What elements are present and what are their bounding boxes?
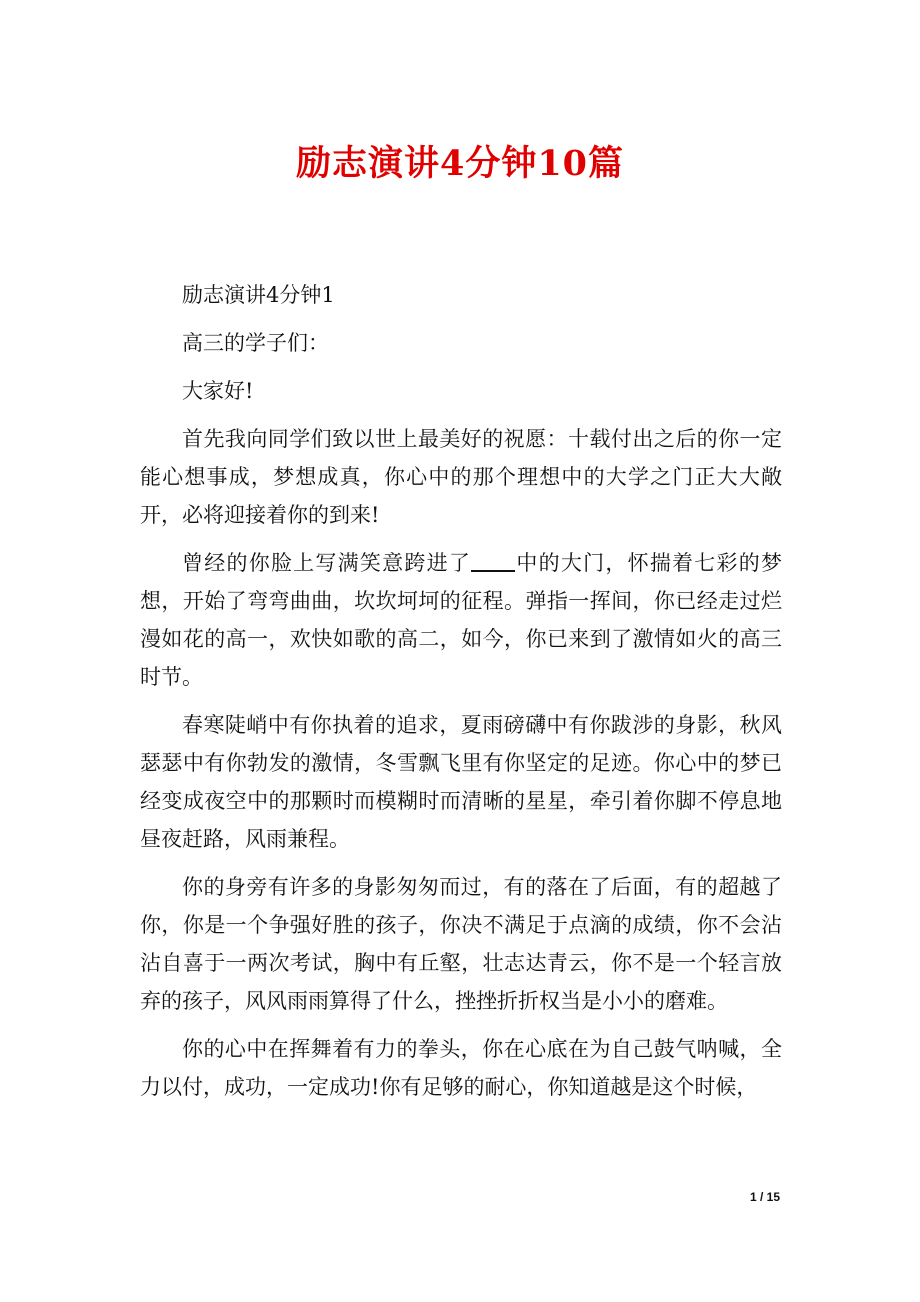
- salutation-line: 大家好!: [182, 379, 254, 403]
- greeting-line: 高三的学子们：: [182, 331, 329, 355]
- paragraph-4: 你的身旁有许多的身影匆匆而过，有的落在了后面，有的超越了你，你是一个争强好胜的孩子，你决不满足于点滴的成绩，你不会沾沾自喜于一两次考试，胸中有丘壑，壮志达青云，你不是一个轻言放弃的孩子，风风雨雨算得了什么，挫挫折折权当是小小的磨难。: [140, 875, 782, 1013]
- paragraph-2-rest: 中的大门，怀揣着七彩的梦想，开始了弯弯曲曲，坎坎坷坷的征程。弹指一挥间，你已经走过烂漫如花的高一，欢快如歌的高二，如今，你已来到了激情如火的高三时节。: [140, 551, 783, 689]
- document-title: 励志演讲4分钟10篇: [295, 143, 625, 184]
- paragraph-3: 春寒陡峭中有你执着的追求，夏雨磅礴中有你跋涉的身影，秋风瑟瑟中有你勃发的激情，冬雪飘飞里有你坚定的足迹。你心中的梦已经变成夜空中的那颗时而模糊时而清晰的星星，牵引着你脚不停息地昼夜赶路，风雨兼程。: [140, 713, 782, 851]
- page-number: 1 / 15: [749, 1190, 780, 1204]
- paragraph-2: [140, 544, 782, 696]
- document-body: [140, 276, 782, 1116]
- paragraph-5: 你的心中在挥舞着有力的拳头，你在心底在为自己鼓气呐喊，全力以付，成功，一定成功!你有足够的耐心，你知道越是这个时候，: [140, 1037, 782, 1099]
- paragraph-1: 首先我向同学们致以世上最美好的祝愿：十载付出之后的你一定能心想事成，梦想成真，你心中的那个理想中的大学之门正大大敞开，必将迎接着你的到来!: [140, 427, 782, 527]
- paragraph-2-start: 曾经的你脸上写满笑意跨进了: [182, 551, 472, 575]
- section-heading: 励志演讲4分钟1: [182, 283, 335, 307]
- fill-in-blank: [471, 549, 515, 572]
